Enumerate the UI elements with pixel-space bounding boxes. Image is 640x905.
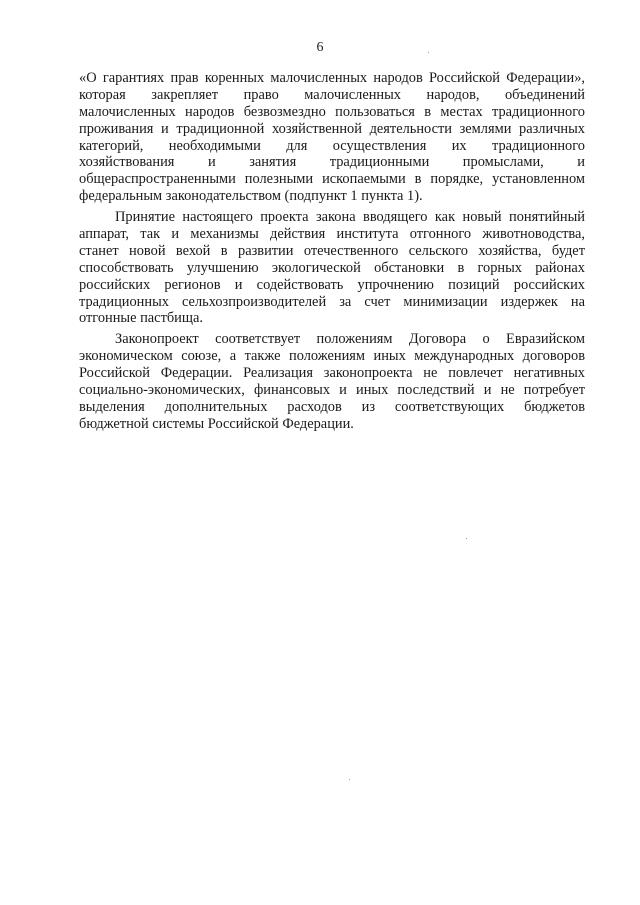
scan-speck	[466, 538, 467, 539]
paragraph-3	[79, 331, 585, 432]
text-line: выделения дополнительных расходов из соответствующих бюджетов	[79, 398, 585, 415]
text-line: федеральным законодательством (подпункт 1 пункта 1).	[79, 188, 423, 205]
text-line: проживания и традиционной хозяйственной деятельности землями различных	[79, 120, 585, 137]
text-line: социально-экономических, финансовых и иных последствий и не потребует	[79, 382, 585, 399]
text-line: Российской Федерации. Реализация законопроекта не повлечет негативных	[79, 365, 585, 382]
text-line: российских регионов и содействовать упрочнению позиций российских	[79, 276, 585, 293]
text-line: Принятие настоящего проекта закона вводящего как новый понятийный	[115, 209, 585, 226]
text-line: общераспространенными полезными ископаемыми в порядке, установленном	[79, 171, 585, 188]
text-line: Законопроект соответствует положениям Договора о Евразийском	[115, 331, 585, 348]
text-line: категорий, необходимыми для осуществления их традиционного	[79, 137, 585, 154]
text-line: которая закрепляет право малочисленных народов, объединений	[79, 86, 585, 103]
text-line: экономическом союзе, а также положениям иных международных договоров	[79, 348, 585, 365]
text-line: малочисленных народов безвозмездно пользоваться в местах традиционного	[79, 103, 585, 120]
paragraph-2	[79, 209, 585, 327]
text-line: аппарат, так и механизмы действия института отгонного животноводства,	[79, 226, 585, 243]
scan-speck	[428, 52, 429, 53]
text-line: бюджетной системы Российской Федерации.	[79, 415, 354, 432]
page-number: 6	[316, 40, 324, 55]
text-line: способствовать улучшению экологической обстановки в горных районах	[79, 259, 585, 276]
text-line: традиционных сельхозпроизводителей за счет минимизации издержек на	[79, 293, 585, 310]
text-line: «О гарантиях прав коренных малочисленных народов Российской Федерации»,	[79, 70, 585, 86]
document-body	[79, 70, 585, 433]
scan-speck	[349, 779, 350, 780]
text-line: хозяйствования и занятия традиционными промыслами, и	[79, 154, 585, 171]
text-line: отгонные пастбища.	[79, 310, 203, 327]
text-line: станет новой вехой в развитии отечественного сельского хозяйства, будет	[79, 242, 585, 259]
paragraph-1	[79, 70, 585, 205]
